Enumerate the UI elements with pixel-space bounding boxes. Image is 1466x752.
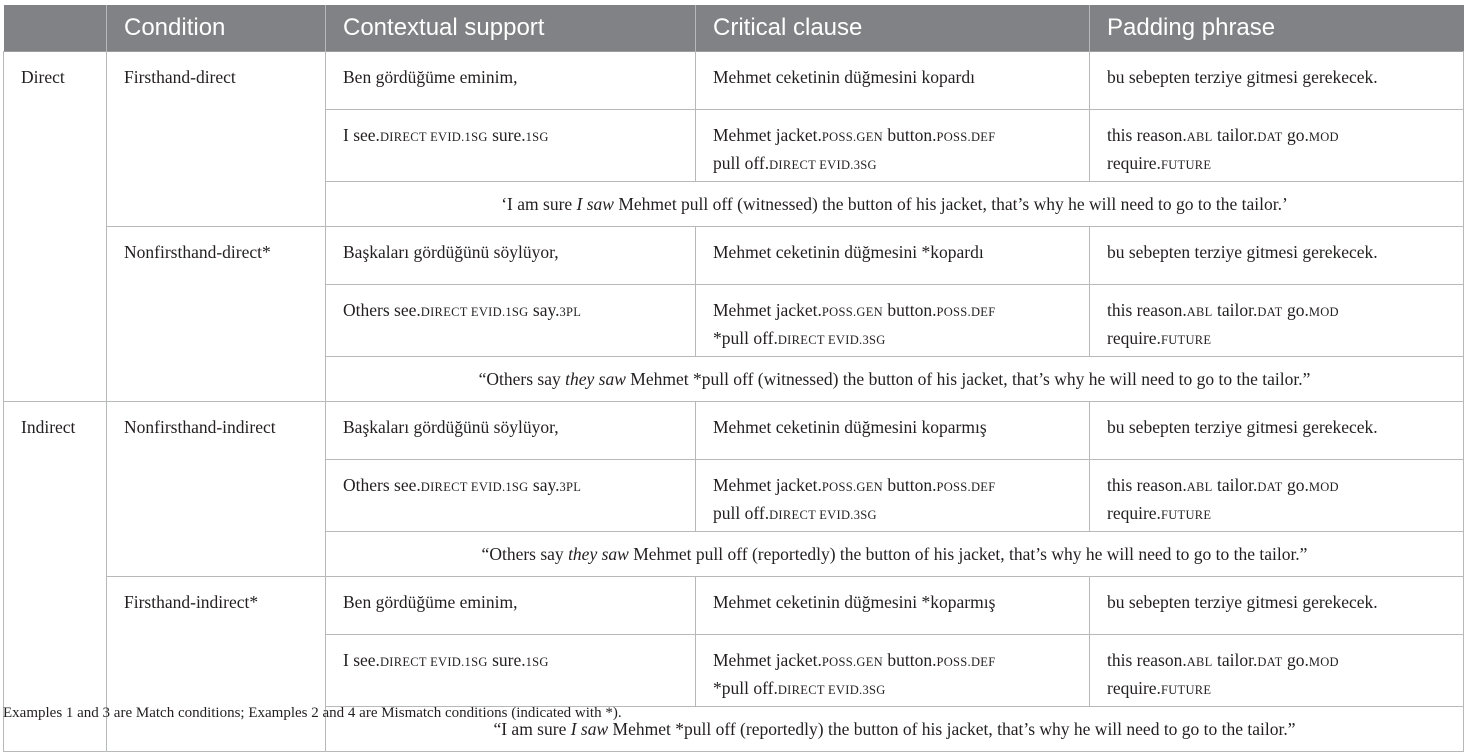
text-segment: Mehmet *pull off (reportedly) the button of his jacket, that’s why he will need to go to the tailor.”	[608, 719, 1296, 739]
condition-cell: Nonfirsthand-indirect	[107, 402, 326, 577]
emphasis-text: they saw	[565, 369, 626, 389]
turkish-critical-cell: Mehmet ceketinin düğmesini kopardı	[696, 52, 1090, 110]
gloss-critical-cell	[696, 635, 1090, 707]
text-segment: Mehmet jacket.	[713, 300, 822, 320]
turkish-critical-cell: Mehmet ceketinin düğmesini koparmış	[696, 402, 1090, 460]
gloss-tag: DIRECT EVID.1SG	[420, 305, 529, 319]
gloss-line	[713, 150, 1089, 178]
turkish-padding-cell: bu sebepten terziye gitmesi gerekecek.	[1090, 577, 1464, 635]
table-row	[4, 52, 1464, 110]
gloss-line	[713, 675, 1089, 703]
turkish-context-cell: Ben gördüğüme eminim,	[326, 52, 696, 110]
emphasis-text: they saw	[568, 544, 629, 564]
text-segment: Mehmet jacket.	[713, 650, 822, 670]
table-footnote: Examples 1 and 3 are Match conditions; Examples 2 and 4 are Mismatch conditions (indicated with *).	[3, 705, 622, 721]
translation-cell	[326, 357, 1464, 402]
header-cell: Condition	[107, 5, 326, 52]
turkish-critical-cell: Mehmet ceketinin düğmesini *koparmış	[696, 577, 1090, 635]
text-segment: tailor.	[1212, 475, 1258, 495]
gloss-tag: DAT	[1257, 305, 1283, 319]
gloss-tag: MOD	[1308, 305, 1339, 319]
header-cell	[4, 5, 107, 52]
text-segment: tailor.	[1212, 125, 1258, 145]
text-segment: go.	[1282, 650, 1309, 670]
gloss-line	[1107, 325, 1463, 353]
text-segment: *pull off.	[713, 678, 778, 698]
gloss-line	[1107, 472, 1463, 500]
text-segment: sure.	[487, 125, 526, 145]
gloss-line	[1107, 500, 1463, 528]
text-segment: Others see.	[343, 475, 421, 495]
gloss-tag: POSS.GEN	[821, 655, 883, 669]
text-segment: Mehmet jacket.	[713, 125, 822, 145]
gloss-tag: 1SG	[525, 130, 549, 144]
table-row	[4, 577, 1464, 635]
gloss-tag: DIRECT EVID.3SG	[777, 333, 886, 347]
text-segment: button.	[882, 475, 937, 495]
text-segment: ‘I am sure	[501, 194, 577, 214]
gloss-padding-cell	[1090, 285, 1464, 357]
text-segment: tailor.	[1212, 650, 1258, 670]
turkish-padding-cell: bu sebepten terziye gitmesi gerekecek.	[1090, 52, 1464, 110]
text-segment: “I am sure	[493, 719, 571, 739]
gloss-tag: DIRECT EVID.3SG	[769, 158, 877, 172]
gloss-line	[713, 472, 1089, 500]
gloss-line	[1107, 122, 1463, 150]
text-segment: go.	[1282, 125, 1309, 145]
gloss-tag: DIRECT EVID.3SG	[769, 508, 877, 522]
gloss-line	[713, 122, 1089, 150]
gloss-tag: DAT	[1257, 655, 1283, 669]
turkish-context-cell: Başkaları gördüğünü söylüyor,	[326, 227, 696, 285]
gloss-tag: FUTURE	[1160, 158, 1212, 172]
gloss-critical-cell	[696, 110, 1090, 182]
gloss-tag: FUTURE	[1160, 683, 1212, 697]
header-cell: Contextual support	[326, 5, 696, 52]
text-segment: Others see.	[343, 300, 421, 320]
text-segment: require.	[1107, 503, 1161, 523]
gloss-tag: ABL	[1186, 305, 1213, 319]
evidence-cell: Indirect	[4, 402, 107, 752]
text-segment: I see.	[343, 125, 380, 145]
gloss-tag: DIRECT EVID.1SG	[420, 480, 529, 494]
text-segment: button.	[882, 650, 937, 670]
gloss-tag: MOD	[1308, 480, 1339, 494]
gloss-tag: DIRECT EVID.3SG	[777, 683, 886, 697]
gloss-line	[1107, 647, 1463, 675]
text-segment: *pull off.	[713, 328, 778, 348]
header-cell: Critical clause	[696, 5, 1090, 52]
evidence-cell: Direct	[4, 52, 107, 402]
gloss-tag: ABL	[1186, 480, 1213, 494]
text-segment: say.	[528, 475, 560, 495]
gloss-tag: 3PL	[559, 305, 582, 319]
text-segment: “Others say	[478, 369, 566, 389]
condition-cell: Firsthand-direct	[107, 52, 326, 227]
gloss-context-cell	[326, 110, 696, 182]
gloss-tag: POSS.GEN	[821, 130, 883, 144]
gloss-tag: FUTURE	[1160, 333, 1212, 347]
turkish-context-cell: Ben gördüğüme eminim,	[326, 577, 696, 635]
gloss-context-cell	[326, 460, 696, 532]
text-segment: button.	[882, 125, 937, 145]
translation-cell	[326, 182, 1464, 227]
turkish-critical-cell: Mehmet ceketinin düğmesini *kopardı	[696, 227, 1090, 285]
text-segment: I see.	[343, 650, 380, 670]
turkish-context-cell: Başkaları gördüğünü söylüyor,	[326, 402, 696, 460]
text-segment: go.	[1282, 475, 1309, 495]
gloss-tag: ABL	[1186, 130, 1213, 144]
gloss-padding-cell	[1090, 635, 1464, 707]
gloss-tag: POSS.DEF	[936, 480, 996, 494]
text-segment: require.	[1107, 328, 1161, 348]
turkish-padding-cell: bu sebepten terziye gitmesi gerekecek.	[1090, 227, 1464, 285]
gloss-critical-cell	[696, 460, 1090, 532]
condition-cell: Firsthand-indirect*	[107, 577, 326, 752]
gloss-critical-cell	[696, 285, 1090, 357]
gloss-line	[713, 647, 1089, 675]
gloss-tag: MOD	[1308, 130, 1339, 144]
gloss-padding-cell	[1090, 110, 1464, 182]
text-segment: tailor.	[1212, 300, 1258, 320]
header-cell: Padding phrase	[1090, 5, 1464, 52]
gloss-tag: POSS.DEF	[936, 305, 996, 319]
gloss-tag: DAT	[1257, 480, 1283, 494]
text-segment: Mehmet pull off (reportedly) the button of his jacket, that’s why he will need to go to the tailor.”	[628, 544, 1308, 564]
gloss-padding-cell	[1090, 460, 1464, 532]
gloss-tag: DIRECT EVID.1SG	[379, 130, 488, 144]
emphasis-text: I saw	[570, 719, 609, 739]
condition-cell: Nonfirsthand-direct*	[107, 227, 326, 402]
gloss-tag: DIRECT EVID.1SG	[379, 655, 488, 669]
gloss-line	[713, 500, 1089, 528]
table-row	[4, 227, 1464, 285]
gloss-context-cell	[326, 635, 696, 707]
text-segment: sure.	[487, 650, 526, 670]
gloss-line	[713, 325, 1089, 353]
gloss-tag: POSS.GEN	[821, 480, 883, 494]
gloss-tag: POSS.DEF	[936, 130, 996, 144]
text-segment: Mehmet jacket.	[713, 475, 822, 495]
gloss-tag: 3PL	[559, 480, 582, 494]
gloss-tag: POSS.DEF	[936, 655, 996, 669]
gloss-tag: POSS.GEN	[821, 305, 883, 319]
text-segment: go.	[1282, 300, 1309, 320]
gloss-tag: DAT	[1257, 130, 1283, 144]
text-segment: this reason.	[1107, 650, 1187, 670]
gloss-line	[713, 297, 1089, 325]
text-segment: require.	[1107, 678, 1161, 698]
gloss-tag: ABL	[1186, 655, 1213, 669]
text-segment: Mehmet *pull off (witnessed) the button of his jacket, that’s why he will need to go to the tailor.”	[625, 369, 1311, 389]
gloss-line	[1107, 150, 1463, 178]
text-segment: this reason.	[1107, 125, 1187, 145]
gloss-line	[1107, 297, 1463, 325]
text-segment: require.	[1107, 153, 1161, 173]
emphasis-text: I saw	[576, 194, 614, 214]
text-segment: this reason.	[1107, 475, 1187, 495]
text-segment: “Others say	[481, 544, 569, 564]
table-body	[4, 52, 1464, 752]
text-segment: say.	[528, 300, 560, 320]
examples-table-container	[3, 5, 1463, 752]
translation-cell	[326, 532, 1464, 577]
text-segment: button.	[882, 300, 937, 320]
turkish-padding-cell: bu sebepten terziye gitmesi gerekecek.	[1090, 402, 1464, 460]
gloss-line	[1107, 675, 1463, 703]
table-header-row	[4, 5, 1464, 52]
gloss-tag: MOD	[1308, 655, 1339, 669]
examples-table	[3, 5, 1464, 752]
text-segment: pull off.	[713, 153, 770, 173]
gloss-tag: FUTURE	[1160, 508, 1212, 522]
text-segment: pull off.	[713, 503, 770, 523]
text-segment: Mehmet pull off (witnessed) the button of his jacket, that’s why he will need to go to the tailor.’	[613, 194, 1288, 214]
gloss-tag: 1SG	[525, 655, 549, 669]
gloss-context-cell	[326, 285, 696, 357]
table-row	[4, 402, 1464, 460]
text-segment: this reason.	[1107, 300, 1187, 320]
